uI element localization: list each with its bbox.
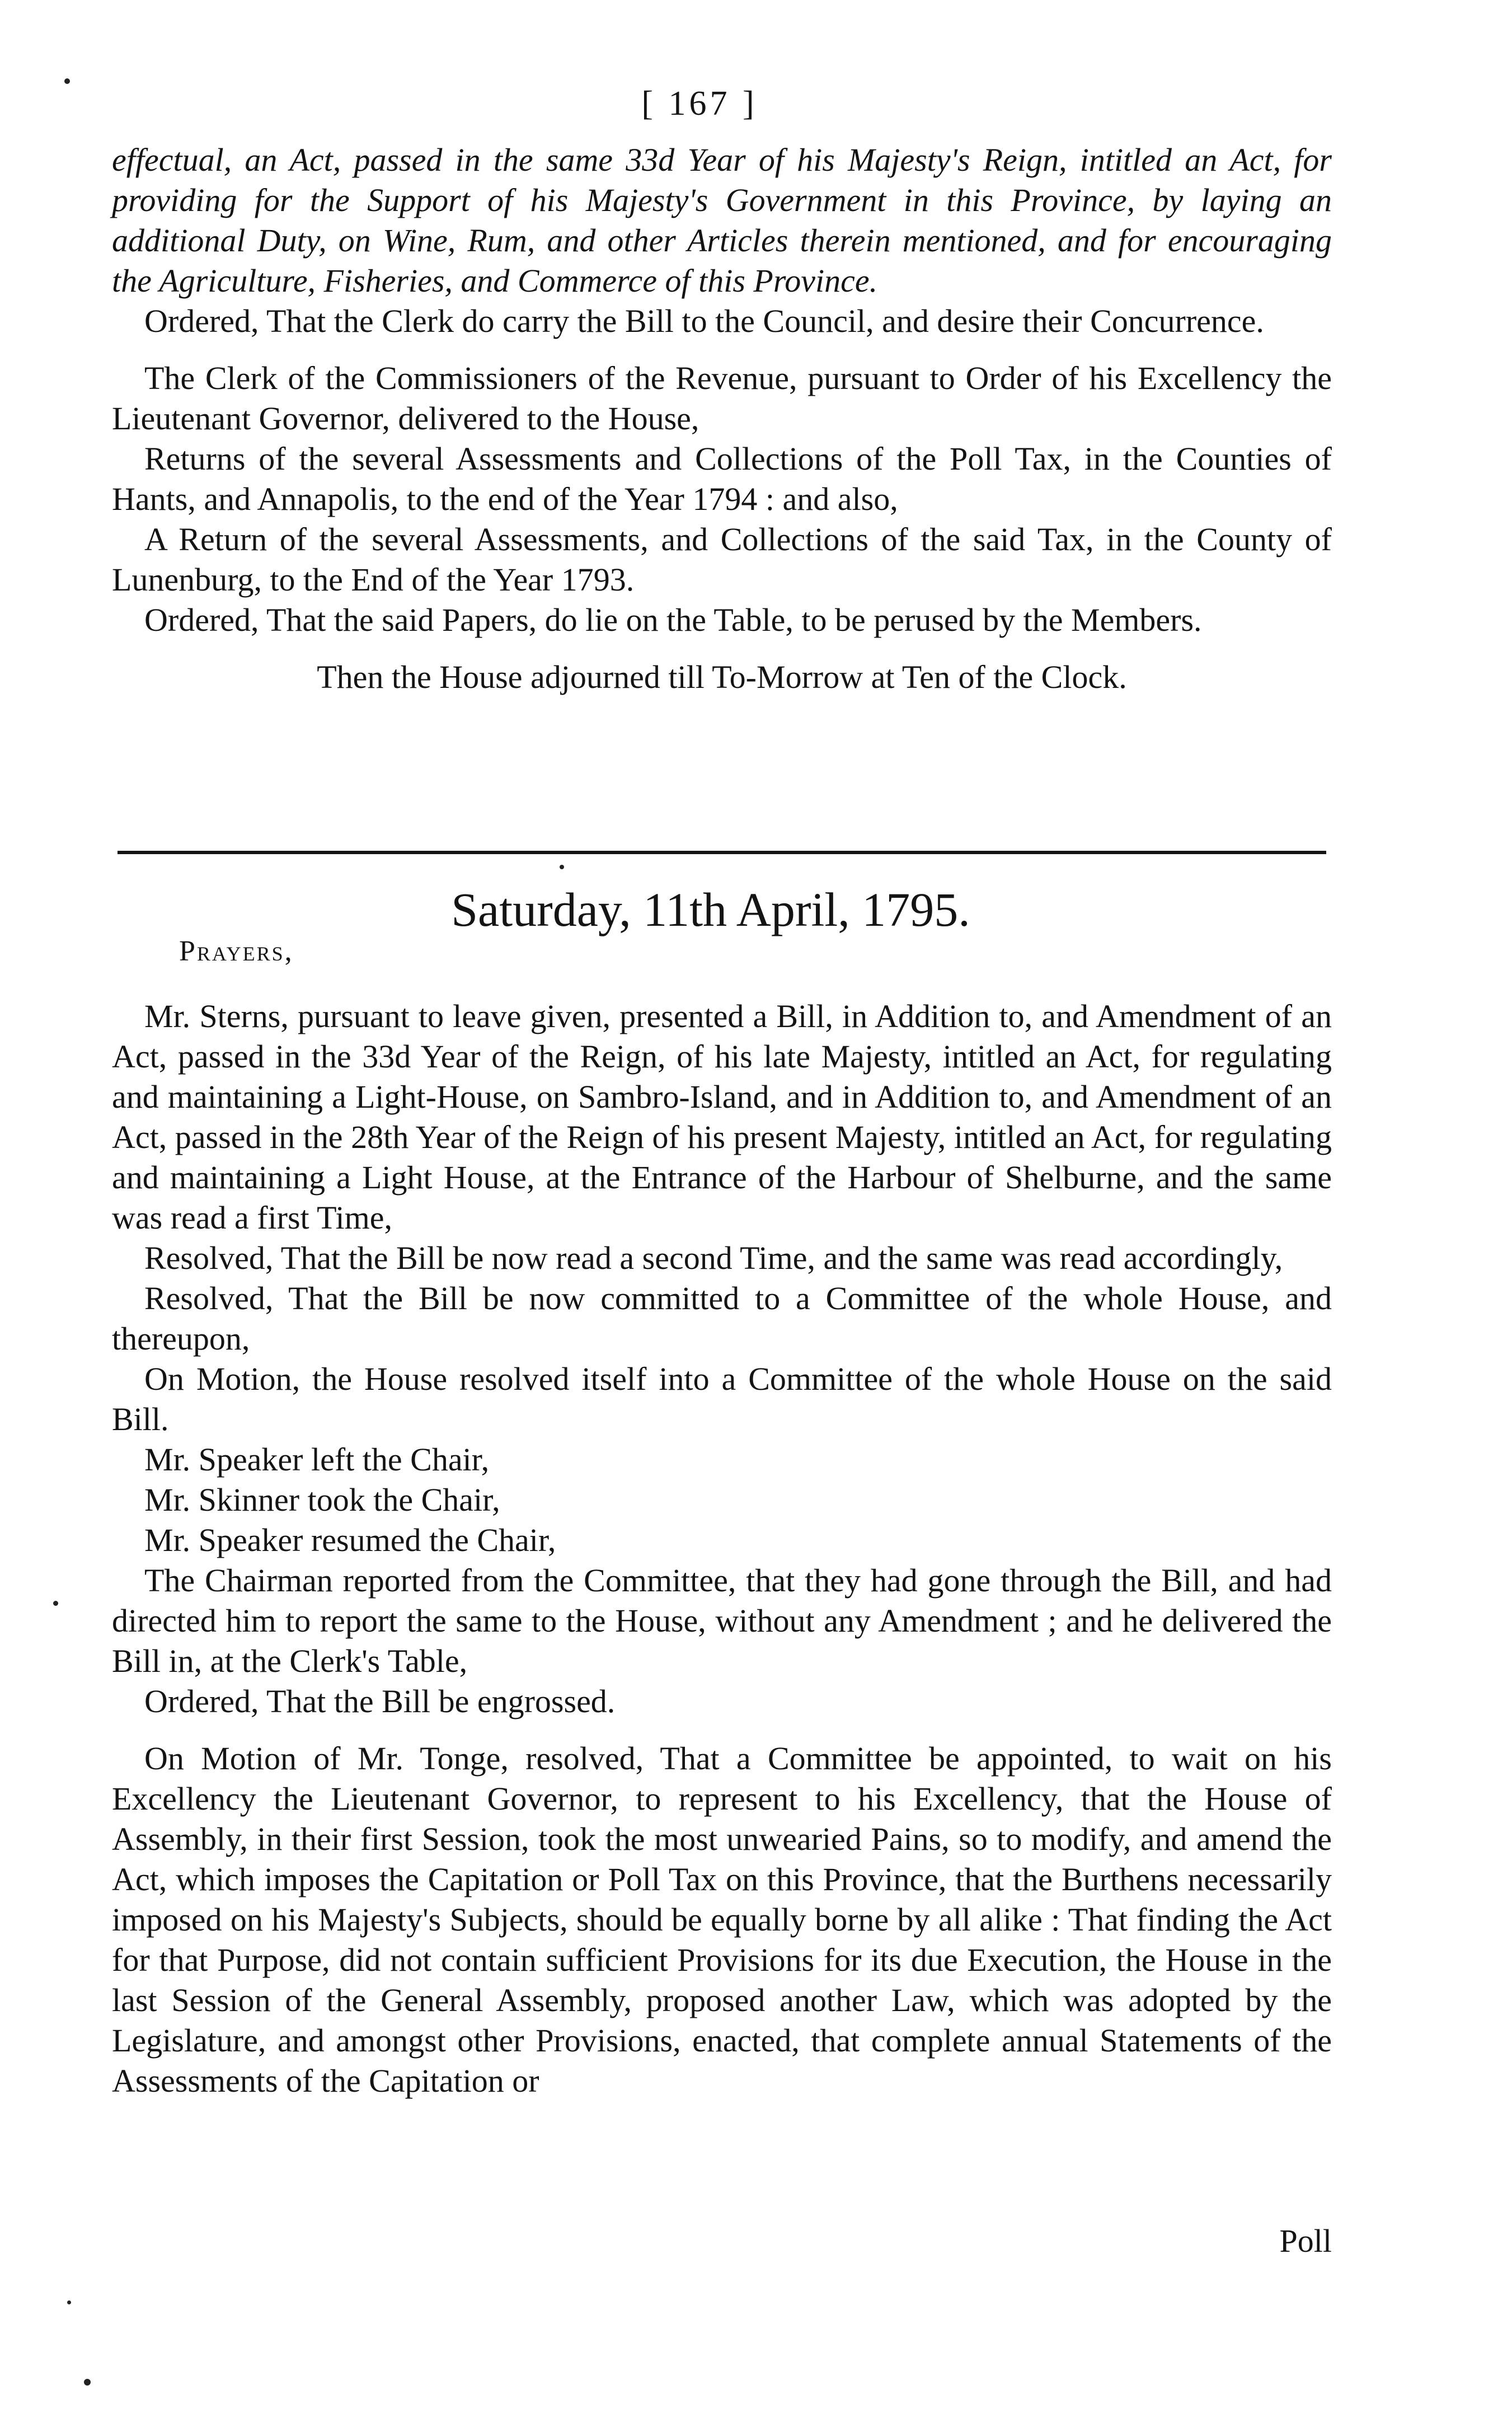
returns-hants-annapolis: Returns of the several Assessments and Collections of the Poll Tax, in the Counties of Hants, and Annapolis, to the end of the Year 1794 : and also, [112,441,1332,517]
adjournment: Then the House adjourned till To-Morrow at Ten of the Clock. [317,659,1127,695]
ink-speck [560,865,564,869]
skinner-took-chair: Mr. Skinner took the Chair, [144,1482,500,1518]
prayers-label: Prayers, [179,935,294,967]
ink-speck [53,1601,58,1606]
clerk-delivery: The Clerk of the Commissioners of the Revenue, pursuant to Order of his Excellency the Lieutenant Governor, delivered to the House, [112,360,1332,437]
ink-speck [64,78,70,84]
speaker-resumed-chair: Mr. Speaker resumed the Chair, [144,1522,556,1558]
chairman-report: The Chairman reported from the Committee, that they had gone through the Bill, and had directed him to report the same to the House, without any Amendment ; and he delivered the Bill in, at the Clerk's Table, [112,1562,1332,1679]
speaker-left-chair: Mr. Speaker left the Chair, [144,1441,490,1478]
ordered-carry-bill: Ordered, That the Clerk do carry the Bill to the Council, and desire their Concurrence. [144,303,1264,339]
return-lunenburg: A Return of the several Assessments, and Collections of the said Tax, in the County of Lunenburg, to the End of the Year 1793. [112,521,1332,598]
page-number: [ 167 ] [641,85,758,123]
act-title-continuation: effectual, an Act, passed in the same 33d Year of his Majesty's Reign, intitled an Act, for providing for the Support of his Majesty's Government in this Province, by laying an additional Duty, on Wine, Rum, and other Articles therein mentioned, and for encouraging the Agriculture, Fisheries, and Commerce of this Province. [112,142,1332,299]
main-section [112,996,1332,2101]
ordered-papers-lie: Ordered, That the said Papers, do lie on the Table, to be perused by the Members. [144,602,1202,638]
motion-committee: On Motion, the House resolved itself into a Committee of the whole House on the said Bill. [112,1361,1332,1437]
section-divider [118,851,1326,854]
tonge-motion-paragraph: On Motion of Mr. Tonge, resolved, That a Committee be appointed, to wait on his Excellency the Lieutenant Governor, to represent to his Excellency, that the House of Assembly, in their first Session, took the most unwearied Pains, so to modify, and amend the Act, which imposes the Capitation or Poll Tax on this Province, that the Burthens necessarily imposed on his Majesty's Subjects, should be equally borne by all alike : That finding the Act for that Purpose, did not contain sufficient Provisions for its due Execution, the House in the last Session of the General Assembly, proposed another Law, which was adopted by the Legislature, and amongst other Provisions, enacted, that complete annual Statements of the Assessments of the Capitation or [112,1740,1332,2099]
ink-speck [67,2300,71,2304]
date-heading: Saturday, 11th April, 1795. [451,883,970,936]
ordered-engrossed: Ordered, That the Bill be engrossed. [144,1683,616,1719]
sterns-bill-paragraph: Mr. Sterns, pursuant to leave given, presented a Bill, in Addition to, and Amendment of an Act, passed in the 33d Year of the Reign, of his late Majesty, intitled an Act, for regulating and maintaining a Light-House, on Sambro-Island, and in Addition to, and Amendment of an Act, passed in the 28th Year of the Reign of his present Majesty, intitled an Act, for regulating and maintaining a Light House, at the Entrance of the Harbour of Shelburne, and the same was read a first Time, [112,998,1332,1236]
top-section [112,140,1332,697]
resolved-committed: Resolved, That the Bill be now committed to a Committee of the whole House, and thereupon, [112,1280,1332,1357]
resolved-second-reading: Resolved, That the Bill be now read a second Time, and the same was read accordingly, [144,1240,1283,1276]
catchword: Poll [1279,2223,1332,2259]
ink-speck [84,2379,91,2386]
